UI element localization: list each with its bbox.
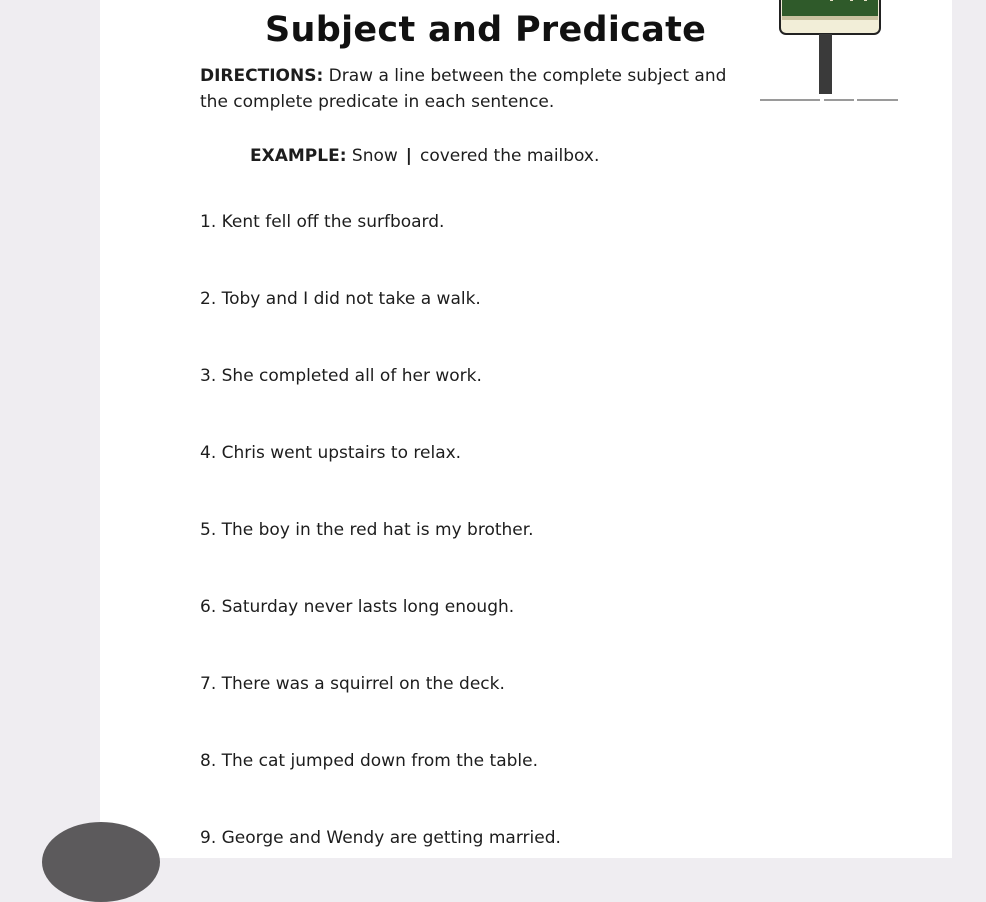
example-label: EXAMPLE: [250, 146, 347, 166]
sentence-9: 9. George and Wendy are getting married. [200, 828, 561, 848]
sentence-7: 7. There was a squirrel on the deck. [200, 674, 505, 694]
mailbox-icon [760, 0, 900, 110]
sentence-3: 3. She completed all of her work. [200, 366, 482, 386]
sentence-8: 8. The cat jumped down from the table. [200, 751, 538, 771]
sentence-6: 6. Saturday never lasts long enough. [200, 597, 515, 617]
example-divider: | [405, 146, 412, 166]
sentence-4: 4. Chris went upstairs to relax. [200, 443, 462, 463]
sentence-2: 2. Toby and I did not take a walk. [200, 289, 481, 309]
example-predicate: covered the mailbox. [420, 146, 600, 166]
directions-label: DIRECTIONS: [200, 66, 324, 86]
worksheet-page [100, 0, 952, 858]
sentence-1: 1. Kent fell off the surfboard. [200, 212, 445, 232]
directions [200, 63, 740, 115]
sentence-5: 5. The boy in the red hat is my brother. [200, 520, 534, 540]
floating-button[interactable] [42, 822, 160, 902]
example-subject: Snow [351, 146, 398, 166]
directions-text: Draw a line between the complete subject and the complete predicate in each sentence. [200, 66, 727, 112]
example-sentence [250, 146, 599, 166]
worksheet-title: Subject and Predicate [265, 10, 707, 50]
